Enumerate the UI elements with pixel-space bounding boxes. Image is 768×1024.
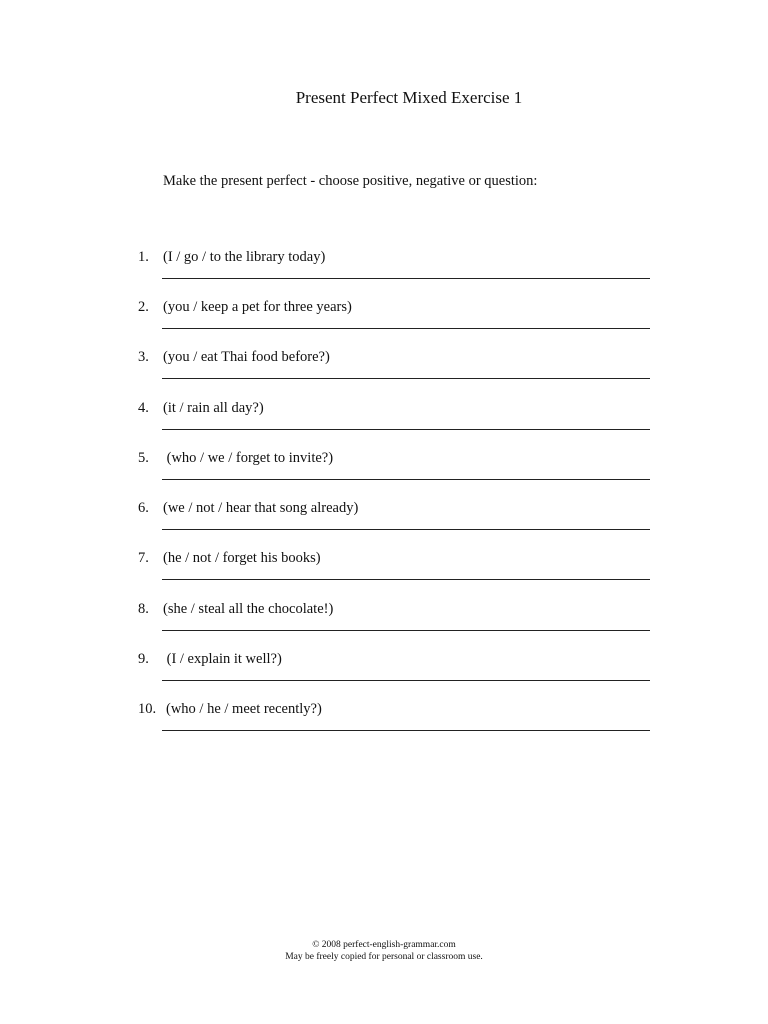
item-prompt: (you / keep a pet for three years) [163, 299, 352, 315]
item-prompt: (he / not / forget his books) [163, 550, 321, 566]
item-number: 4. [138, 400, 149, 416]
footer [0, 939, 768, 963]
item-prompt: (we / not / hear that song already) [163, 500, 359, 516]
exercise-item-1 [0, 247, 768, 297]
answer-line[interactable] [162, 278, 650, 279]
answer-line[interactable] [162, 529, 650, 530]
exercise-item-7 [0, 548, 768, 598]
answer-line[interactable] [162, 579, 650, 580]
answer-line[interactable] [162, 479, 650, 480]
answer-line[interactable] [162, 680, 650, 681]
item-number: 3. [138, 349, 149, 365]
item-prompt: (who / he / meet recently?) [166, 701, 322, 717]
item-prompt: (I / explain it well?) [163, 651, 282, 667]
item-number: 9. [138, 651, 149, 667]
item-number: 1. [138, 249, 149, 265]
item-prompt: (who / we / forget to invite?) [163, 450, 334, 466]
exercise-item-8 [0, 599, 768, 649]
answer-line[interactable] [162, 429, 650, 430]
item-prompt: (you / eat Thai food before?) [163, 349, 330, 365]
item-prompt: (I / go / to the library today) [163, 249, 326, 265]
copyright-text: © 2008 perfect-english-grammar.com [312, 940, 456, 950]
exercise-item-5 [0, 448, 768, 498]
item-number: 6. [138, 500, 149, 516]
exercise-item-3 [0, 347, 768, 397]
item-prompt: (it / rain all day?) [163, 400, 264, 416]
item-prompt: (she / steal all the chocolate!) [163, 601, 334, 617]
answer-line[interactable] [162, 730, 650, 731]
exercise-item-9 [0, 649, 768, 699]
page-title: Present Perfect Mixed Exercise 1 [295, 88, 523, 107]
item-number: 7. [138, 550, 149, 566]
exercise-item-6 [0, 498, 768, 548]
exercise-item-4 [0, 398, 768, 448]
item-number: 8. [138, 601, 149, 617]
exercise-item-10 [0, 699, 768, 749]
item-number: 2. [138, 299, 149, 315]
answer-line[interactable] [162, 328, 650, 329]
instruction-text: Make the present perfect - choose positive, negative or question: [163, 173, 538, 189]
answer-line[interactable] [162, 630, 650, 631]
item-number: 5. [138, 450, 149, 466]
answer-line[interactable] [162, 378, 650, 379]
item-number: 10. [138, 701, 157, 717]
exercise-item-2 [0, 297, 768, 347]
license-text: May be freely copied for personal or classroom use. [285, 952, 483, 962]
